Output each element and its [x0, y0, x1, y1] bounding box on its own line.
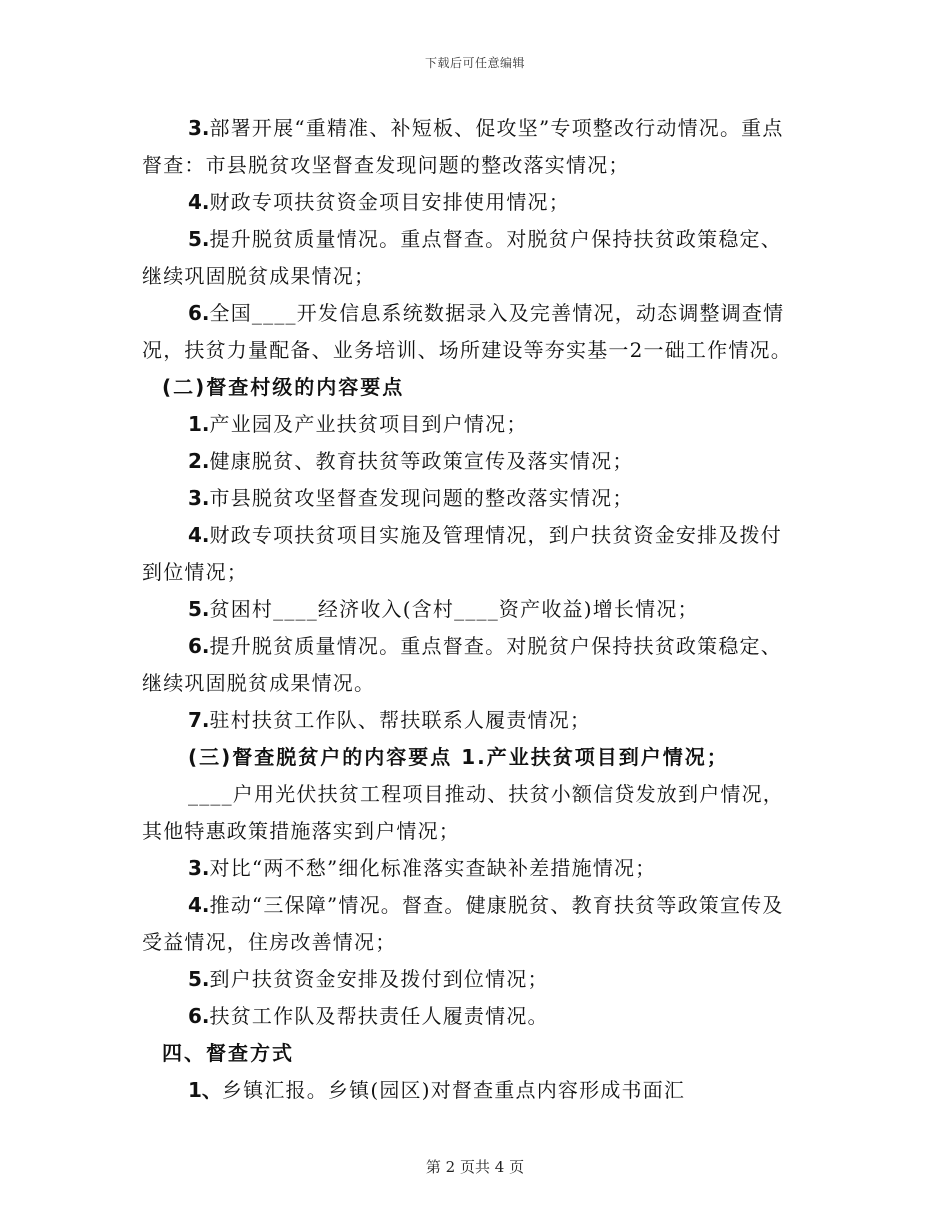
paragraph-text: 推动“三保障”情况。督查。健康脱贫、教育扶贫等政策宣传及受益情况，住房改善情况； [142, 893, 784, 954]
paragraph-3-deploy [142, 110, 802, 184]
paragraph-village-3 [142, 480, 802, 517]
paragraph-household-5 [142, 961, 802, 998]
paragraph-text: 提升脱贫质量情况。重点督查。对脱贫户保持扶贫政策稳定、继续巩固脱贫成果情况； [142, 227, 782, 288]
paragraph-household-4 [142, 887, 802, 961]
paragraph-text: 驻村扶贫工作队、帮扶联系人履责情况； [209, 708, 592, 732]
item-number: 4. [188, 190, 210, 214]
document-body [142, 110, 802, 1109]
paragraph-text: 扶贫工作队及帮扶责任人履责情况。 [209, 1004, 549, 1028]
paragraph-4-funds [142, 184, 802, 221]
paragraph-village-5 [142, 591, 802, 628]
paragraph-village-1 [142, 406, 802, 443]
paragraph-text: 产业园及产业扶贫项目到户情况； [209, 412, 528, 436]
paragraph-household-2 [142, 776, 802, 850]
paragraph-6-system [142, 295, 802, 369]
paragraph-village-6 [142, 628, 802, 702]
section-heading-household: (三)督查脱贫户的内容要点 1.产业扶贫项目到户情况； [188, 745, 729, 769]
paragraph-village-7 [142, 702, 802, 739]
item-number: 4. [188, 523, 210, 547]
page-header: 下载后可任意编辑 [424, 56, 525, 70]
item-number: 2. [188, 449, 210, 473]
paragraph-text: 对比“两不愁”细化标准落实查缺补差措施情况； [209, 856, 657, 880]
paragraph-text: 到户扶贫资金安排及拨付到位情况； [209, 967, 549, 991]
item-number: 5. [188, 967, 210, 991]
item-number: 6. [188, 634, 210, 658]
paragraph-text: ____户用光伏扶贫工程项目推动、扶贫小额信贷发放到户情况，其他特惠政策措施落实到户情况； [142, 782, 784, 843]
item-number: 6. [188, 301, 210, 325]
item-number: 3. [188, 116, 210, 140]
item-number: 5. [188, 227, 210, 251]
paragraph-village-4 [142, 517, 802, 591]
paragraph-text: 全国____开发信息系统数据录入及完善情况，动态调整调查情况，扶贫力量配备、业务培训、场所建设等夯实基一2一础工作情况。 [142, 301, 792, 362]
paragraph-text: 贫困村____经济收入(含村____资产收益)增长情况； [209, 597, 699, 621]
paragraph-text: 乡镇汇报。乡镇(园区)对督查重点内容形成书面汇 [221, 1078, 686, 1102]
paragraph-household-3 [142, 850, 802, 887]
paragraph-methods-1 [142, 1072, 802, 1109]
section-heading-village: (二)督查村级的内容要点 [162, 375, 405, 399]
paragraph-text: 财政专项扶贫资金项目安排使用情况； [209, 190, 570, 214]
item-number: 5. [188, 597, 210, 621]
paragraph-text: 健康脱贫、教育扶贫等政策宣传及落实情况； [209, 449, 634, 473]
item-number: 3. [188, 856, 210, 880]
item-number: 3. [188, 486, 210, 510]
section-heading-methods: 四、督查方式 [162, 1041, 294, 1065]
item-number: 4. [188, 893, 210, 917]
paragraph-5-quality [142, 221, 802, 295]
paragraph-text: 部署开展“重精准、补短板、促攻坚”专项整改行动情况。重点督查：市县脱贫攻坚督查发现问题的整改落实情况； [142, 116, 784, 177]
item-number: 1. [188, 412, 210, 436]
page-footer: 第 2 页共 4 页 [425, 1158, 525, 1176]
paragraph-text: 市县脱贫攻坚督查发现问题的整改落实情况； [209, 486, 634, 510]
item-number: 7. [188, 708, 210, 732]
item-number: 6. [188, 1004, 210, 1028]
paragraph-village-2 [142, 443, 802, 480]
item-number: 1、 [188, 1078, 222, 1102]
paragraph-text: 提升脱贫质量情况。重点督查。对脱贫户保持扶贫政策稳定、继续巩固脱贫成果情况。 [142, 634, 782, 695]
paragraph-household-6 [142, 998, 802, 1035]
paragraph-text: 财政专项扶贫项目实施及管理情况，到户扶贫资金安排及拨付到位情况； [142, 523, 782, 584]
